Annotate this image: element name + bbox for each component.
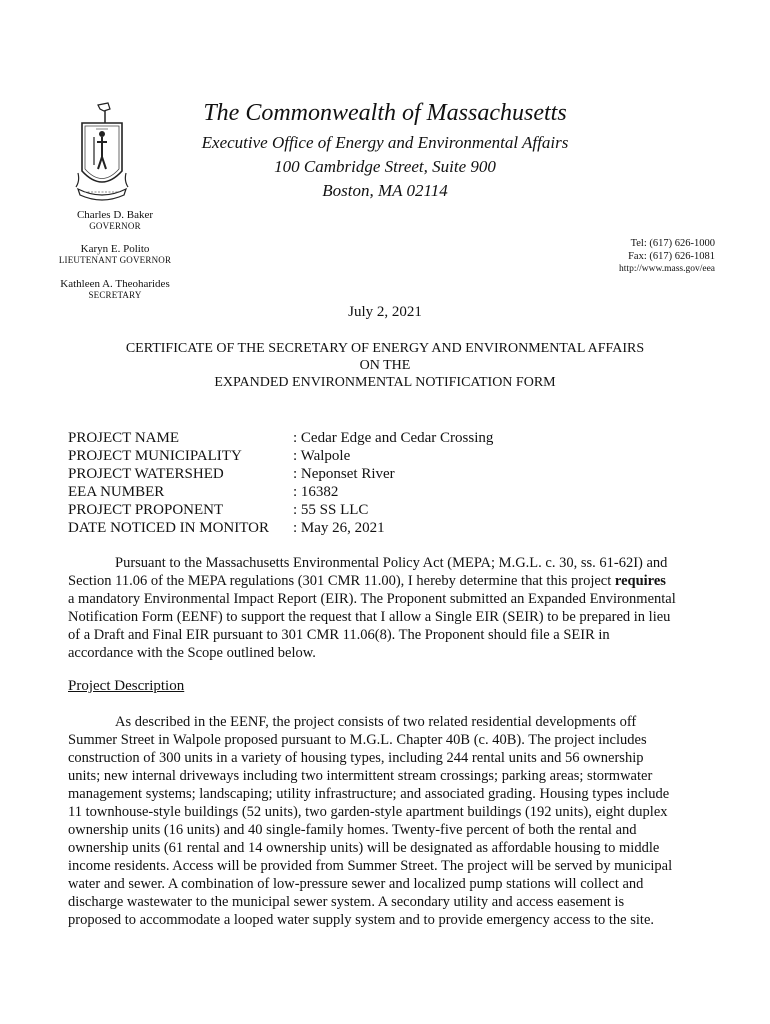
info-row — [68, 519, 493, 537]
certificate-line: ON THE — [359, 358, 411, 373]
official-governor — [40, 209, 190, 231]
certificate-line: EXPANDED ENVIRONMENTAL NOTIFICATION FORM — [214, 375, 556, 390]
contact-web-link[interactable]: http://www.mass.gov/eea — [619, 264, 715, 274]
section-heading: Project Description — [68, 678, 185, 694]
info-row — [68, 501, 493, 519]
paragraph-line: Summer Street in Walpole proposed pursuant to M.G.L. Chapter 40B (c. 40B). The project includes — [68, 732, 647, 748]
paragraph-line: Pursuant to the Massachusetts Environmental Policy Act (MEPA; M.G.L. c. 30, ss. 61-62I) and — [115, 555, 668, 571]
info-row — [68, 483, 493, 501]
info-value: : 55 SS LLC — [293, 502, 369, 518]
paragraph-line: income residents. Access will be provided from Summer Street. The project will be served by municipal — [68, 858, 673, 874]
paragraph-line: accordance with the Scope outlined below. — [68, 645, 316, 661]
info-label: PROJECT PROPONENT — [68, 502, 224, 518]
info-label: DATE NOTICED IN MONITOR — [68, 520, 269, 536]
info-label: PROJECT MUNICIPALITY — [68, 448, 242, 464]
paragraph-line: water and sewer. A combination of low-pressure sewer and localized pump stations will collect and — [68, 876, 644, 892]
info-value: : May 26, 2021 — [293, 520, 385, 536]
info-label: PROJECT NAME — [68, 430, 179, 446]
paragraph-line: units; new internal driveways including two intermittent stream crossings; parking areas; stormwater — [68, 768, 653, 784]
paragraph-line: construction of 300 units in a variety of housing types, including 244 rental units and 56 ownership — [68, 750, 644, 766]
document-date: July 2, 2021 — [348, 304, 422, 320]
official-name: Kathleen A. Theoharides — [60, 278, 170, 290]
official-role: SECRETARY — [88, 290, 142, 300]
paragraph-line: discharge wastewater to the municipal sewer system. A secondary utility and access easement is — [68, 894, 625, 910]
letterhead-street: 100 Cambridge Street, Suite 900 — [274, 157, 496, 176]
letterhead-office: Executive Office of Energy and Environmental Affairs — [201, 133, 569, 152]
official-role: GOVERNOR — [89, 221, 141, 231]
paragraph-line: proposed to accommodate a looped water supply system and to provide emergency access to the site. — [68, 912, 655, 928]
official-role: LIEUTENANT GOVERNOR — [58, 255, 172, 265]
info-value: : Neponset River — [293, 466, 395, 482]
contact-tel: Tel: (617) 626-1000 — [630, 238, 715, 249]
project-info-table — [68, 429, 493, 537]
intro-paragraph — [68, 554, 708, 662]
certificate-line: CERTIFICATE OF THE SECRETARY OF ENERGY AND ENVIRONMENTAL AFFAIRS — [125, 341, 645, 356]
certificate-heading — [0, 340, 770, 391]
official-name: Karyn E. Polito — [80, 243, 150, 255]
info-value: : Walpole — [293, 448, 351, 464]
description-paragraph — [68, 713, 708, 929]
paragraph-line: management systems; landscaping; utility infrastructure; and associated grading. Housing types include — [68, 786, 670, 802]
official-secretary — [40, 278, 190, 300]
letterhead-title: The Commonwealth of Massachusetts — [203, 100, 567, 126]
paragraph-line: ownership units (16 units) and 40 single-family homes. Twenty-five percent of both the rental and — [68, 822, 637, 838]
info-row — [68, 465, 493, 483]
paragraph-line: a mandatory Environmental Impact Report (EIR). The Proponent submitted an Expanded Environmental — [68, 591, 676, 607]
info-row — [68, 429, 493, 447]
contact-fax: Fax: (617) 626-1081 — [628, 251, 715, 262]
letterhead-city: Boston, MA 02114 — [322, 181, 448, 200]
info-label: EEA NUMBER — [68, 484, 165, 500]
paragraph-line: As described in the EENF, the project consists of two related residential developments off — [115, 714, 637, 730]
official-lieutenant-governor — [40, 243, 190, 265]
official-name: Charles D. Baker — [76, 209, 154, 221]
info-value: : Cedar Edge and Cedar Crossing — [293, 430, 494, 446]
paragraph-line: ownership units (61 rental and 14 ownership units) will be designated as affordable housing to middle — [68, 840, 660, 856]
paragraph-line — [68, 572, 708, 590]
paragraph-text: Section 11.06 of the MEPA regulations (301 CMR 11.00), I hereby determine that this project — [68, 573, 615, 589]
commonwealth-seal-icon — [74, 101, 130, 201]
emphasis-requires: requires — [614, 573, 666, 589]
paragraph-line: of a Draft and Final EIR pursuant to 301 CMR 11.06(8). The Proponent should file a SEIR in — [68, 627, 610, 643]
info-row — [68, 447, 493, 465]
paragraph-line: 11 townhouse-style buildings (52 units), two garden-style apartment buildings (192 units), eight duplex — [68, 804, 668, 820]
contact-block — [619, 237, 715, 276]
info-label: PROJECT WATERSHED — [68, 466, 224, 482]
info-value: : 16382 — [293, 484, 339, 500]
paragraph-line: Notification Form (EENF) to support the request that I allow a Single EIR (SEIR) to be prepared in lieu — [68, 609, 671, 625]
